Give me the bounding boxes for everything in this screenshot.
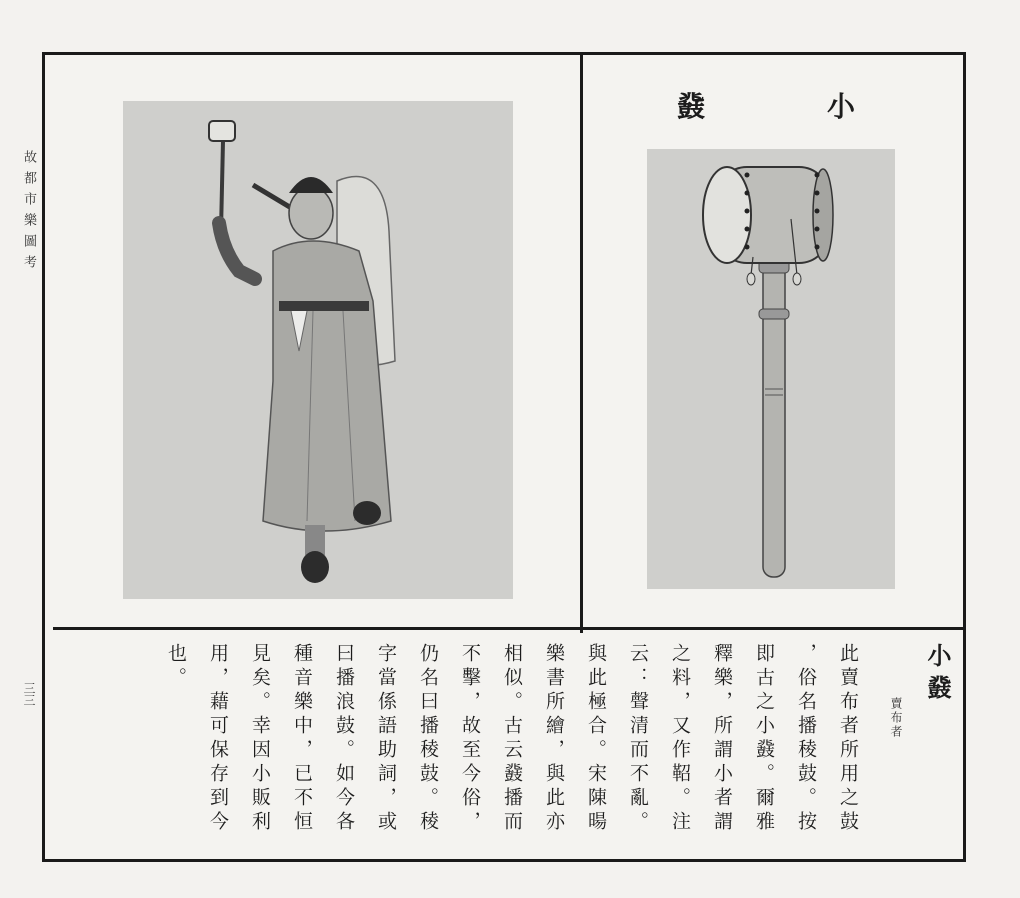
text-column: 用，藉可保存到今 xyxy=(207,643,229,835)
text-column: 釋樂，所謂小者謂 xyxy=(711,643,733,835)
text-column: 之料，又作鞀。注 xyxy=(669,643,691,835)
vendor-figure-drawing xyxy=(123,101,513,599)
drum-drawing xyxy=(647,149,895,589)
text-column: 曰播浪鼓。如今各 xyxy=(333,643,355,835)
text-column: 種音樂中，已不恒 xyxy=(291,643,313,835)
text-column: 樂書所繪，與此亦 xyxy=(543,643,565,835)
text-column: 見矣。幸因小販利 xyxy=(249,643,271,835)
text-column: 不擊，故至今俗， xyxy=(459,643,481,835)
text-column: 字當係語助詞，或 xyxy=(375,643,397,835)
text-column: ，俗名播稜鼓。按 xyxy=(795,643,817,835)
title-char-tao: 鼗 xyxy=(677,90,708,123)
vertical-divider xyxy=(580,55,583,633)
text-column: 此賣布者所用之鼓 xyxy=(837,643,859,835)
section-heading: 小鼗 xyxy=(923,643,952,707)
description-text-block xyxy=(59,639,955,853)
text-column: 即古之小鼗。爾雅 xyxy=(753,643,775,835)
vendor-illustration xyxy=(123,101,513,599)
title-char-xiao: 小 xyxy=(826,90,857,123)
text-column: 仍名曰播稜鼓。稜 xyxy=(417,643,439,835)
plate-frame xyxy=(42,52,966,862)
margin-page-number: 三三 xyxy=(22,682,36,706)
text-column: 也。 xyxy=(165,643,187,691)
text-column: 相似。古云鼗播而 xyxy=(501,643,523,835)
section-subheading: 賣布者 xyxy=(889,697,903,739)
horizontal-divider xyxy=(53,627,963,630)
text-column: 云：聲清而不亂。 xyxy=(627,643,649,835)
text-column: 與此極合。宋陳暘 xyxy=(585,643,607,835)
drum-illustration xyxy=(647,149,895,589)
drum-title xyxy=(677,85,857,125)
margin-book-title: 故都市樂圖考 xyxy=(21,150,36,276)
